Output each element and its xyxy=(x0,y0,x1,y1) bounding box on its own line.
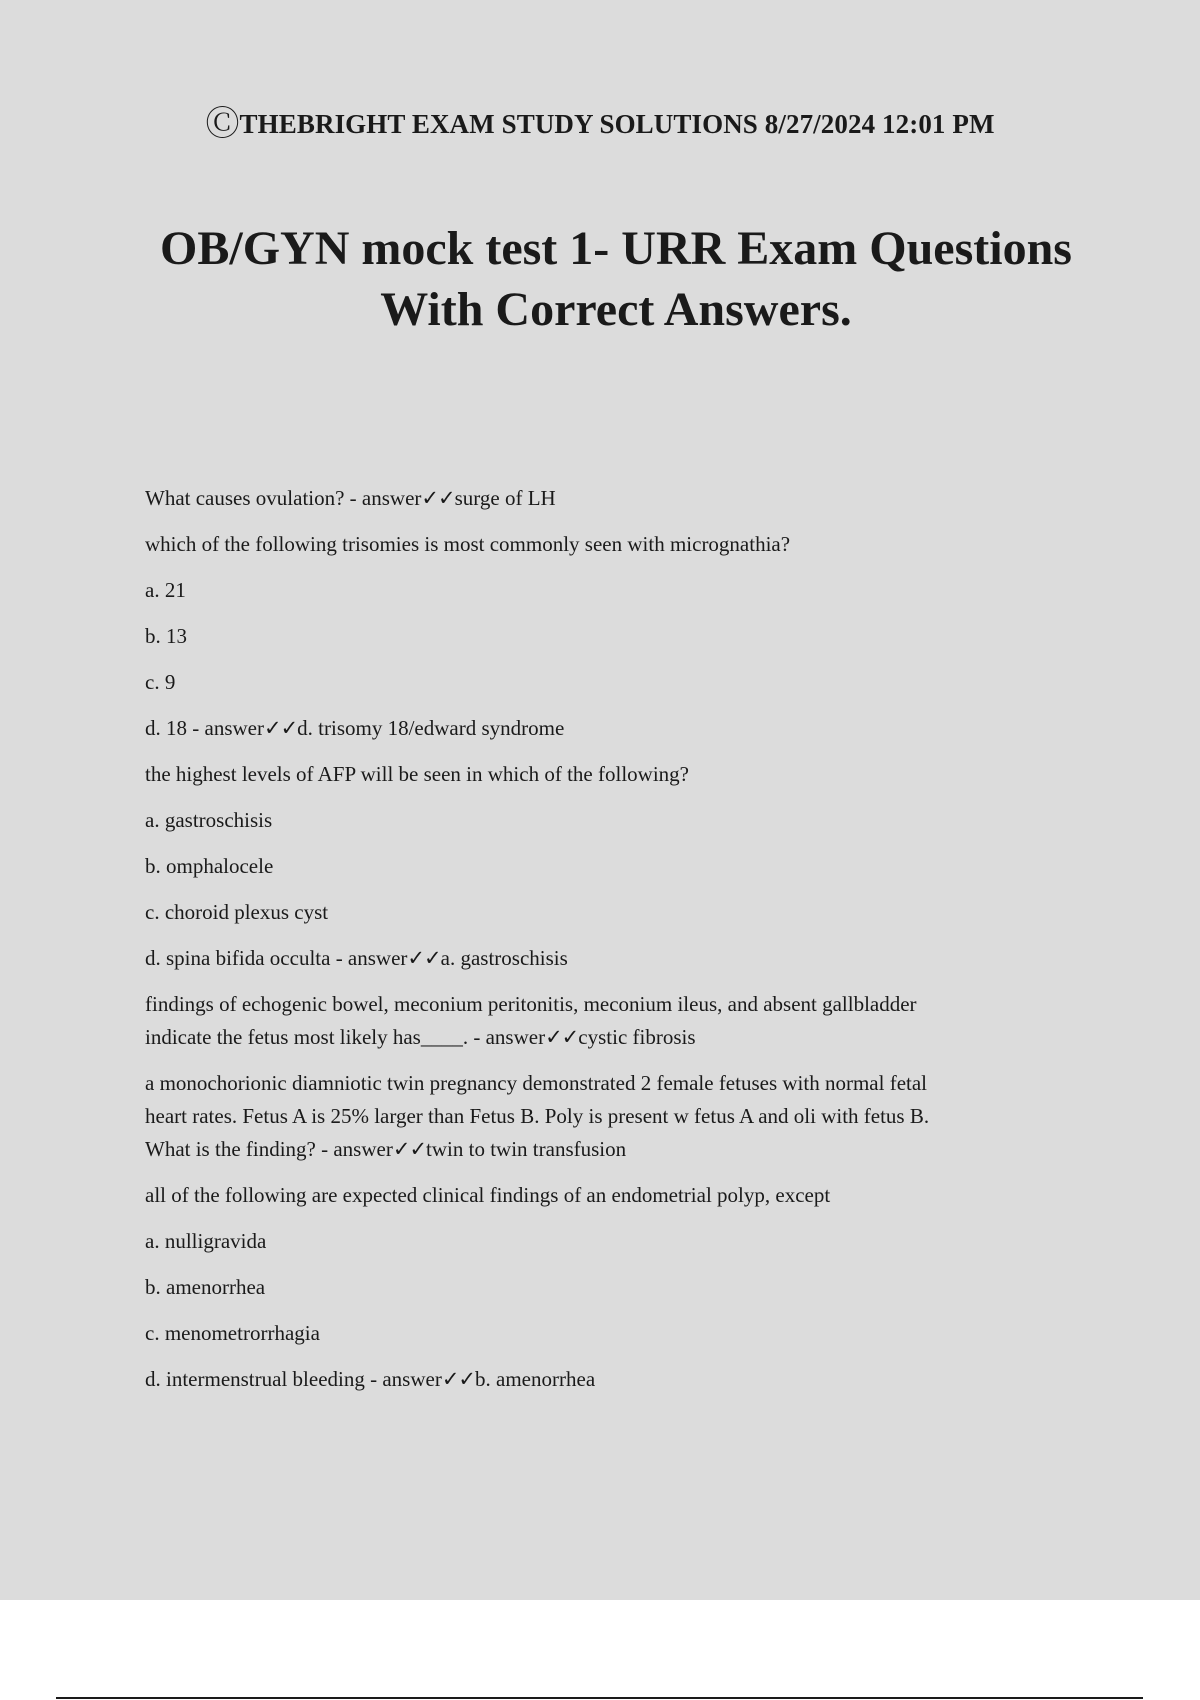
question-answer xyxy=(145,712,1065,745)
answer-option: a. 21 xyxy=(145,578,186,602)
header-text: THEBRIGHT EXAM STUDY SOLUTIONS 8/27/2024 12:01 PM xyxy=(239,109,995,139)
question-answer xyxy=(145,1067,1065,1166)
document-title xyxy=(0,218,1200,340)
answer-text: surge of LH xyxy=(454,486,556,510)
question-answer xyxy=(145,1363,1065,1396)
question-list xyxy=(145,482,1065,1409)
question-answer xyxy=(145,942,1065,975)
answer-text: d. trisomy 18/edward syndrome xyxy=(297,716,565,740)
double-check-icon: ✓✓ xyxy=(441,1367,476,1391)
answer-option: a. nulligravida xyxy=(145,1229,267,1253)
double-check-icon: ✓✓ xyxy=(407,946,441,970)
double-check-icon: ✓✓ xyxy=(421,486,455,510)
question-line: findings of echogenic bowel, meconium peritonitis, meconium ileus, and absent gallbladder xyxy=(145,992,917,1016)
footer-divider xyxy=(56,1697,1143,1699)
document-header xyxy=(0,96,1200,145)
question-answer xyxy=(145,988,1065,1054)
question-line xyxy=(145,1133,1065,1166)
answer-option: a. gastroschisis xyxy=(145,808,273,832)
question-text: which of the following trisomies is most commonly seen with micrognathia? xyxy=(145,532,791,556)
double-check-icon: ✓✓ xyxy=(263,716,298,740)
answer-option: c. 9 xyxy=(145,670,176,694)
answer-option: b. amenorrhea xyxy=(145,1275,266,1299)
double-check-icon: ✓✓ xyxy=(545,1025,579,1049)
question-answer xyxy=(145,482,1065,515)
question-line xyxy=(145,1021,1065,1054)
question-line: a monochorionic diamniotic twin pregnancy demonstrated 2 female fetuses with normal fetal xyxy=(145,1071,928,1095)
title-line-1: OB/GYN mock test 1- URR Exam Questions xyxy=(160,222,1072,275)
option-text: d. spina bifida occulta - answer xyxy=(145,946,408,970)
answer-text: a. gastroschisis xyxy=(440,946,568,970)
answer-option: b. 13 xyxy=(145,624,187,648)
answer-option: b. omphalocele xyxy=(145,854,274,878)
question-text: the highest levels of AFP will be seen in which of the following? xyxy=(145,762,689,786)
answer-text: twin to twin transfusion xyxy=(426,1137,627,1161)
answer-option: c. menometrorrhagia xyxy=(145,1321,320,1345)
option-text: d. 18 - answer xyxy=(145,716,264,740)
question-text: all of the following are expected clinical findings of an endometrial polyp, except xyxy=(145,1183,831,1207)
answer-text: cystic fibrosis xyxy=(578,1025,696,1049)
answer-option: c. choroid plexus cyst xyxy=(145,900,329,924)
question-text: What causes ovulation? - answer xyxy=(145,486,422,510)
answer-text: b. amenorrhea xyxy=(475,1367,596,1391)
question-text: indicate the fetus most likely has____. - answer xyxy=(145,1025,546,1049)
question-line: heart rates. Fetus A is 25% larger than Fetus B. Poly is present w fetus A and oli with fetus B. xyxy=(145,1104,930,1128)
option-text: d. intermenstrual bleeding - answer xyxy=(145,1367,442,1391)
title-line-2: With Correct Answers. xyxy=(380,283,852,336)
copyright-icon: Ⓒ xyxy=(205,106,240,143)
double-check-icon: ✓✓ xyxy=(392,1137,427,1161)
question-text: What is the finding? - answer xyxy=(145,1137,393,1161)
